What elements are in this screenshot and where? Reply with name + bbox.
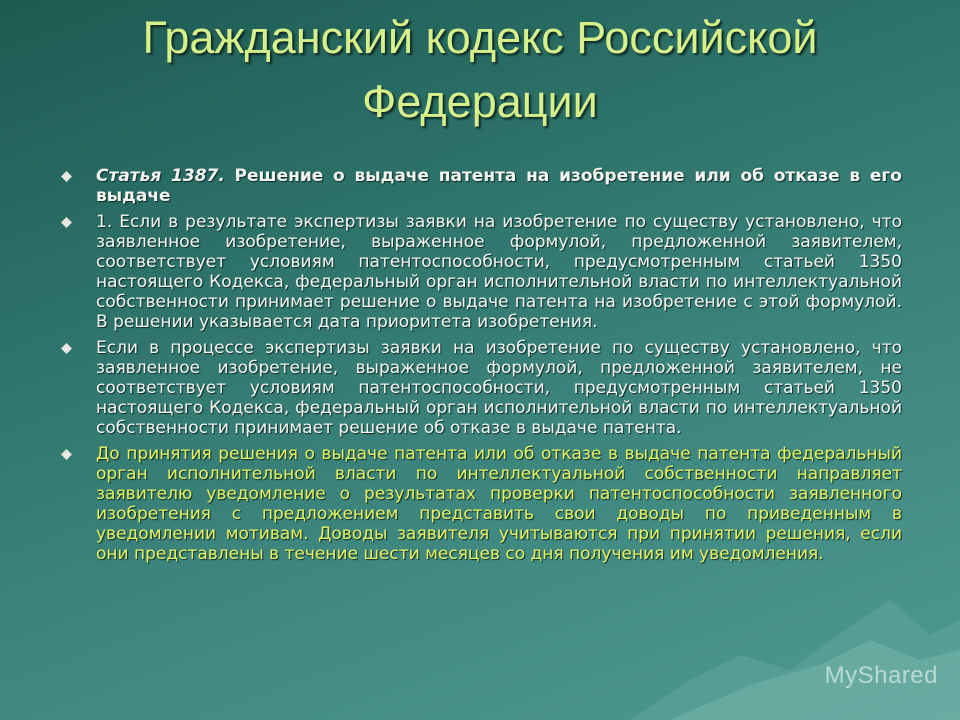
article-title: Решение о выдаче патента на изобретение или об отказе в его выдаче bbox=[96, 166, 902, 206]
diamond-bullet-icon bbox=[61, 449, 72, 460]
bullet-paragraph-1 bbox=[58, 212, 902, 332]
article-number: Статья 1387. bbox=[96, 166, 225, 186]
paragraph-2-text: Если в процессе экспертизы заявки на изобретение по существу установлено, что заявленное изобретение, выраженное формулой, предложенной заявителем, не соответствует условиям патентоспособности, предусмотренным статьей 1350 настоящего Кодекса, федеральный орган исполнительной власти по интеллектуальной собственности принимает решение об отказе в выдаче патента. bbox=[96, 338, 902, 438]
title-line-2: Федерации bbox=[362, 76, 598, 127]
article-heading bbox=[58, 166, 902, 206]
title-line-1: Гражданский кодекс Российской bbox=[142, 12, 818, 63]
bullet-paragraph-2 bbox=[58, 338, 902, 438]
diamond-bullet-icon bbox=[61, 171, 72, 182]
bullet-paragraph-3 bbox=[58, 444, 902, 564]
slide-title bbox=[40, 6, 920, 134]
paragraph-1-text: 1. Если в результате экспертизы заявки на изобретение по существу установлено, что заявленное изобретение, выраженное формулой, предложенной заявителем, соответствует условиям патентоспособности, предусмотренным статьей 1350 настоящего Кодекса, федеральный орган исполнительной власти по интеллектуальной собственности принимает решение о выдаче патента на изобретение с этой формулой. В решении указывается дата приоритета изобретения. bbox=[96, 212, 902, 332]
diamond-bullet-icon bbox=[61, 217, 72, 228]
paragraph-3-text: До принятия решения о выдаче патента или об отказе в выдаче патента федеральный орган исполнительной власти по интеллектуальной собственности направляет заявителю уведомление о результатах проверки патентоспособности заявленного изобретения с предложением представить свои доводы по приведенным в уведомлении мотивам. Доводы заявителя учитываются при принятии решения, если они представлены в течение шести месяцев со дня получения им уведомления. bbox=[96, 444, 902, 564]
bullet-list bbox=[58, 166, 902, 570]
watermark-text: MyShared bbox=[824, 662, 938, 689]
diamond-bullet-icon bbox=[61, 343, 72, 354]
mountains-decoration bbox=[630, 560, 960, 720]
